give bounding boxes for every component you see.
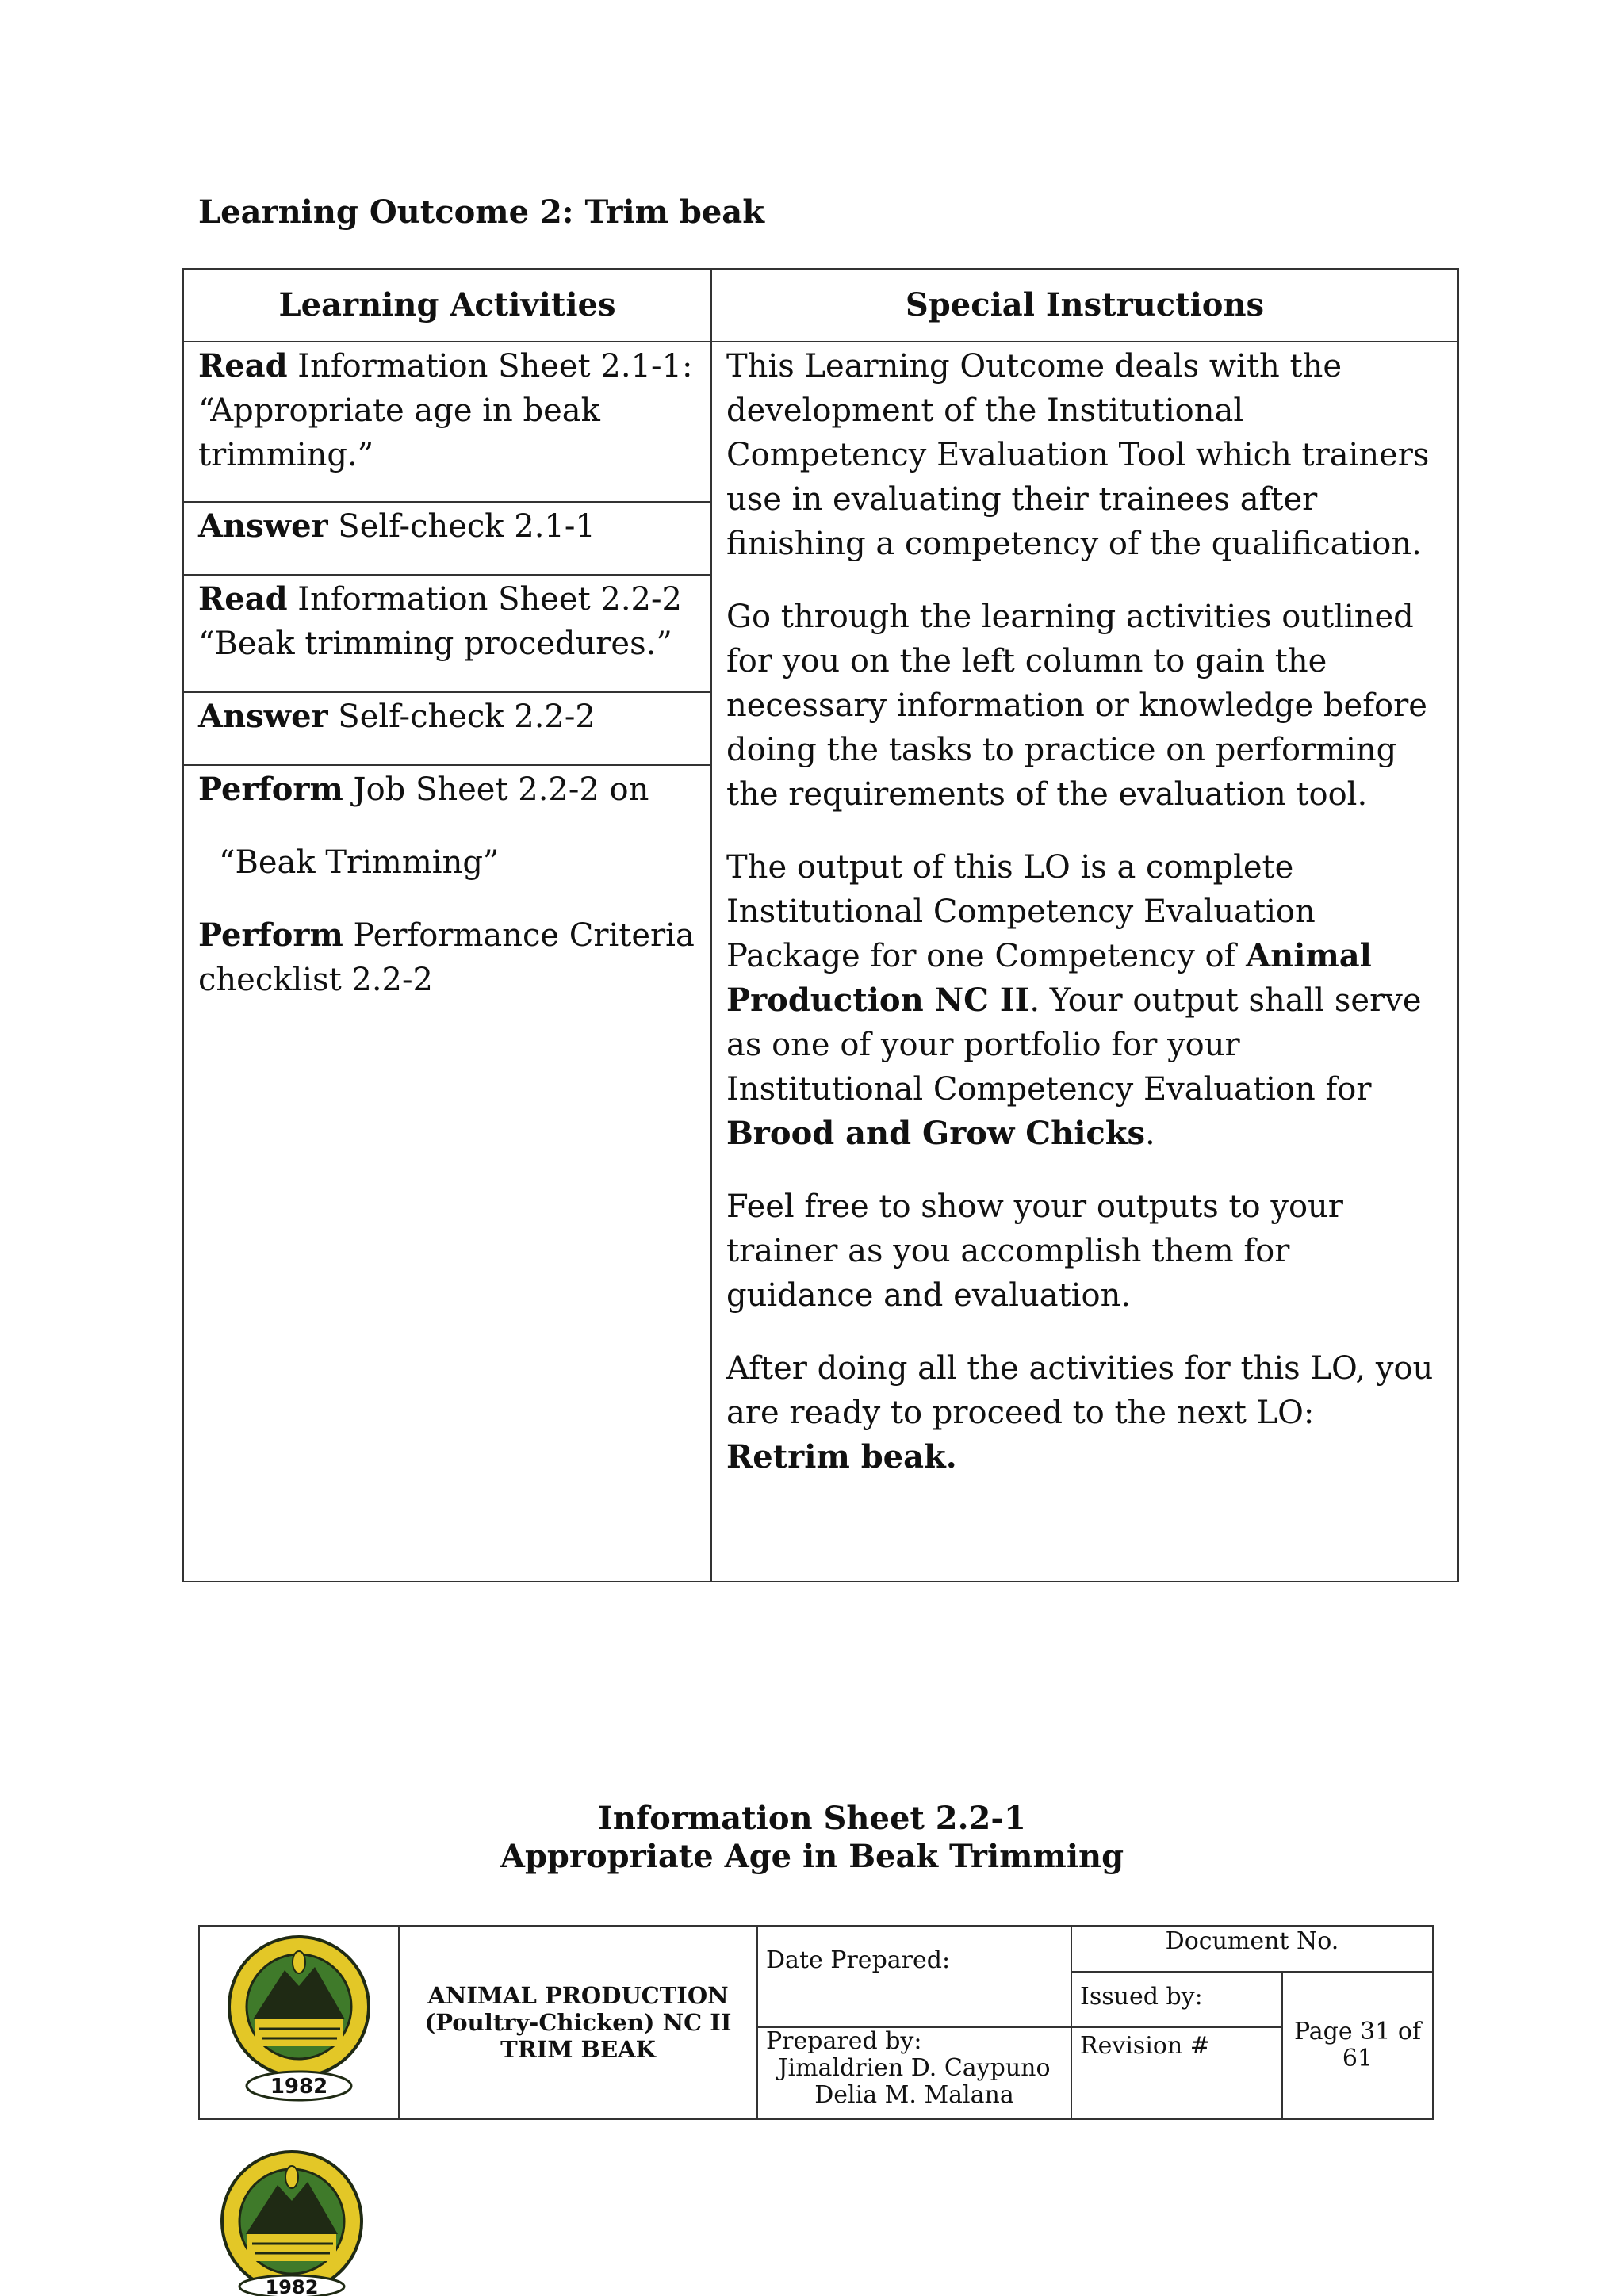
svg-text:1982: 1982 — [270, 2075, 328, 2099]
footer-title-cell — [399, 1926, 757, 2119]
activity-text: Self-check 2.1-1 — [327, 508, 596, 545]
activity-row — [183, 342, 711, 502]
preparer-name: Delia M. Malana — [814, 2081, 1014, 2109]
special-instructions-cell — [711, 342, 1458, 1582]
revision-cell — [1071, 2027, 1282, 2119]
instruction-paragraph — [726, 845, 1443, 1156]
competency-name: Animal Production NC II — [726, 937, 1372, 1019]
module-name: TRIM BEAK — [500, 2036, 656, 2063]
date-prepared-label: Date Prepared: — [766, 1946, 951, 1974]
instruction-text: . Your output shall serve as one of your portfolio for your Institutional Competency Evaluation for — [726, 982, 1422, 1108]
instruction-paragraph: Go through the learning activities outlined for you on the left column to gain the necessary information or knowledge before doing the tasks to practice on performing the requirements of the evaluation tool. — [726, 599, 1427, 813]
instruction-paragraph: This Learning Outcome deals with the development of the Institutional Competency Evaluation Tool which trainers use in evaluating their trainees after finishing a competency of the qualification. — [726, 348, 1430, 562]
school-seal-logo — [221, 1931, 377, 2108]
activity-verb: Read — [198, 580, 288, 618]
activity-row — [183, 692, 711, 765]
page-number: Page 31 of 61 — [1293, 2018, 1422, 2072]
info-sheet-title: Appropriate Age in Beak Trimming — [500, 1838, 1124, 1875]
instruction-text: After doing all the activities for this LO, you are ready to proceed to the next LO: — [726, 1350, 1434, 1431]
learning-outcome-heading: Learning Outcome 2: Trim beak — [198, 193, 764, 231]
learning-activities-table — [182, 268, 1459, 1582]
activity-verb: Perform — [198, 916, 343, 954]
date-prepared-cell — [757, 1926, 1071, 2027]
job-sheet-title: “Beak Trimming” — [219, 844, 500, 881]
document-footer — [198, 1925, 1434, 2120]
activity-row — [183, 765, 711, 1582]
prepared-by-cell — [757, 2027, 1071, 2119]
revision-label: Revision # — [1080, 2032, 1210, 2060]
activity-text: Job Sheet 2.2-2 on — [343, 771, 649, 808]
activity-text: Information Sheet 2.1-1: “Appropriate age in beak trimming.” — [198, 348, 693, 473]
instruction-paragraph — [726, 1346, 1443, 1479]
school-seal-logo — [214, 2145, 370, 2296]
svg-text:1982: 1982 — [265, 2276, 319, 2296]
qualification-sector: (Poultry-Chicken) NC II — [424, 2009, 732, 2036]
activity-text: Self-check 2.2-2 — [327, 698, 596, 735]
document-no-label: Document No. — [1165, 1927, 1339, 1955]
activity-verb: Answer — [198, 507, 328, 545]
page-number-cell — [1282, 1972, 1433, 2119]
activity-row — [183, 502, 711, 575]
activity-verb: Answer — [198, 698, 328, 735]
activity-verb: Perform — [198, 771, 343, 808]
activity-text: Information Sheet 2.2-2 “Beak trimming procedures.” — [198, 581, 682, 662]
activity-row — [183, 575, 711, 692]
qualification-name: ANIMAL PRODUCTION — [427, 1982, 729, 2009]
activity-verb: Read — [198, 347, 288, 385]
instruction-paragraph: Feel free to show your outputs to your trainer as you accomplish them for guidance and evaluation. — [726, 1188, 1343, 1314]
preparer-name: Jimaldrien D. Caypuno — [778, 2054, 1051, 2082]
prepared-by-label: Prepared by: — [766, 2027, 922, 2055]
document-no-cell — [1071, 1926, 1433, 1972]
next-lo-name: Retrim beak. — [726, 1438, 957, 1475]
instruction-text: The output of this LO is a complete Institutional Competency Evaluation Package for one Competency of — [726, 849, 1316, 974]
issued-by-cell — [1071, 1972, 1282, 2027]
instruction-text: . — [1145, 1115, 1155, 1152]
learning-activities-header: Learning Activities — [183, 269, 711, 342]
info-sheet-number: Information Sheet 2.2-1 — [598, 1800, 1026, 1837]
footer-logo-cell — [199, 1926, 399, 2119]
issued-by-label: Issued by: — [1080, 1983, 1203, 2011]
activity-text: Performance Criteria checklist 2.2-2 — [198, 917, 695, 998]
unit-name: Brood and Grow Chicks — [726, 1115, 1146, 1152]
special-instructions-header: Special Instructions — [711, 269, 1458, 342]
